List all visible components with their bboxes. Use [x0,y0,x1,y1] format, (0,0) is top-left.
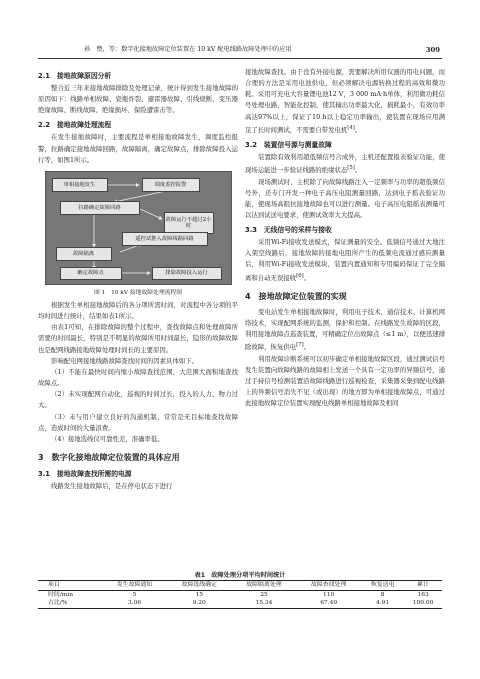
citation-6: [6] [296,272,304,279]
paragraph-factors: 影响配电网接地线路故障查找时间的因素具体如下。 [51,356,198,365]
table-cell: 163 [417,591,429,598]
flow-box-remote-reclose: 遥控试推入故障线路回路 [122,232,208,246]
section-3-1-heading: 3.1 接地故障查找所需的电源 [38,469,132,478]
table-cell: 100.00 [404,599,442,608]
running-head-text: 孙 赞，等：数字化接地故障定位装置在 10 kV 配电线路故障处理中的应用 [84,46,292,53]
table-header-cell: 发生故障通知 [102,581,167,591]
paragraph-power-source: 线路发生接地故障后，是在停电状态下进行 [51,481,173,490]
table-1 [38,580,442,609]
table-header-cell: 故障查找处理 [296,581,361,591]
list-item-3: （3）未与用户建立良好的沟通机制，常常是无目标地查找故障点，造成时间的大量浪费。 [38,412,238,432]
paragraph-diagnosis: 利用故障诊断系统可以初步确定单相接地故障区段，通过测试信号发生装置向故障线路的故障相上发送一个具有一定功率的异频信号，通过手持信号检测装置沿故障线路进行巡视检查，采集器采集到配电线路上的异频信号消失不见（或出现）的地方即为单相接地故障点，可通过此接地故障定位装置实现配电线路单相接地故障及相间 [245,354,445,408]
table-header-cell: 恢复送电 [361,581,404,591]
section-2-1-heading: 2.1 接地故障原因分析 [38,72,112,80]
table-cell: 时间/min [48,591,74,598]
list-item-4: （4）接地选线仪可靠性差，准确率低。 [51,434,164,443]
table-header-cell: 累计 [404,581,442,591]
flow-box-restore: 排除故障投入运行 [152,267,222,280]
flow-box-isolation: 故障隔离 [56,247,112,261]
table-header-cell: 项目 [38,581,102,591]
table-cell: 15 [195,591,203,598]
table-cell: 25 [260,591,268,598]
paragraph-field-test: 现场测试时，主机除了向故障线路注入一定频率与功率的超低频信号外，还专门开发一种电子高压电阻测量回路，达到电子摇表验证功能，使现场高阻抗接地故障也可以进行测量。电子高压电阻摇表测量可以达到试送电要求，使测试效率大大提高。 [245,177,445,219]
table-cell: 3.06 [102,599,167,608]
section-3-2-heading: 3.2 装置信号源与测量故障 [245,141,332,150]
flow-box-run-limit: 故障运行不超过2小时 [164,212,214,234]
table-header-cell: 故障选线确定 [167,581,232,591]
table-cell: 4.91 [361,599,404,608]
table-cell: 5 [132,591,137,598]
list-item-1: （1）不能在最快时间内缩小故障查找范围，大范围大面积地查找故障点。 [38,367,238,388]
paragraph-wireless: 采用Wi-Fi接收发送模式，保证测量的安全。低频信号通过大地注入架空线路后，接地故障的接地电阻所产生的低频电流通过感应测量后，利用Wi-Fi接收发送模块，装置内置通知和专用编码保证了完全隔离和自动无误接收[6]。 [245,238,445,282]
right-column [245,67,445,409]
table-row [38,590,442,599]
table-cell: 110 [323,591,335,598]
table-cell: 67.49 [296,599,361,608]
flow-box-dispatch-alarm: 调度监控报警 [142,178,200,192]
section-2-2-heading: 2.2 接地故障处理流程 [38,121,112,130]
citation-5: [5] [347,165,355,172]
paragraph-after-figure: 根据发生单相接地故障后的各分项所需时间，对流程中各分项的平均时间进行统计，结果如表1所示。 [38,300,238,321]
paragraph-substation: 变电站发生单相接地故障时，利用电子技术、通信技术、计算机网络技术，实现配网系统的监测，保护和控制。在线路发生故障的区段，利用接地故障点巡查装置，可精确定位出故障点（≤1 m），以便迅速排除故障，恢复供电[7]。 [245,307,445,352]
figure-caption: 图 1 10 kV 接地故障处理流程图 [93,289,183,296]
flow-box-pull-circuit: 拉路确定故障回路 [60,201,140,215]
table-cell: 占比/% [38,599,102,608]
page-number: 309 [425,46,440,54]
running-header [38,44,442,59]
paragraph-table-analysis: 由表1可知，在排除故障的整个过程中，查找故障点和处理故障所需要的时间最长，特别是不明显的故障所用时间最长，隐形的故障故障也是配网线路接地故障处理时间长的主要原因。 [38,323,238,354]
citation-4: [4] [347,124,355,131]
left-column [38,67,238,492]
flow-box-locate-point: 确定故障点 [60,267,122,280]
flow-box-fault-occurs: 单相接地发生 [52,178,108,192]
paragraph-battery: 接地故障查找。由于没有外接电源，需要解决所用仪器的用电问题，而合理的方法是采用电池供电，但必须解决电源转换过程的高效和微功耗。采用可充电大容量锂电池12 V，3 000 mA·h单体，利用微功耗信号处理电路，智能化控制，使其输出功率最大化，损耗最小，有效功率高达97%以上，保证了10 h以上稳定功率输出，使装置在现场应用满足了长时间测试，不需要自带发电机[4]。 [245,68,445,134]
section-3-heading: 3 数字化接地故障定位装置的具体应用 [38,452,180,462]
table-cell: 9.20 [167,599,232,608]
citation-7: [7] [296,342,304,349]
table-header-row [38,581,442,591]
section-4-heading: 4 接地故障定位装置的实现 [245,291,347,301]
list-item-2: （2）未实现配网自动化，巡视的时间过长，投入的人力、物力过大。 [38,390,238,410]
table-header-cell: 故障隔离处理 [232,581,297,591]
section-3-3-heading: 3.3 无线信号的采样与接收 [245,226,332,235]
paragraph-fault-causes: 整合近三年来接地故障排除及处理记录，统计得到发生接地故障的原因如下：线路单相故障、瓷瓶炸裂、避雷器故障、引线烧断、变压器绝缘故障、断线故障、绝缘损坏、保险遭雷击等。 [38,84,238,115]
table-cell: 8 [380,591,385,598]
table-row [38,599,442,608]
paragraph-signal-source: 装置除有效利用超低频信号合成外，主机还配置报表验证功能，使现场运能进一步验证线路的绝缘状态[5]。 [245,153,445,175]
paragraph-process: 在发生接地故障时，主要流程是单相接地故障发生，调度监控报警，拉路确定接地故障回路，故障隔离，确定故障点，排除故障投入运行等，如图1所示。 [38,133,238,164]
table-cell: 15.34 [232,599,297,608]
table-1-title: 表1 故障处理分项平均时间统计 [194,572,286,579]
flowchart-figure [45,171,232,285]
